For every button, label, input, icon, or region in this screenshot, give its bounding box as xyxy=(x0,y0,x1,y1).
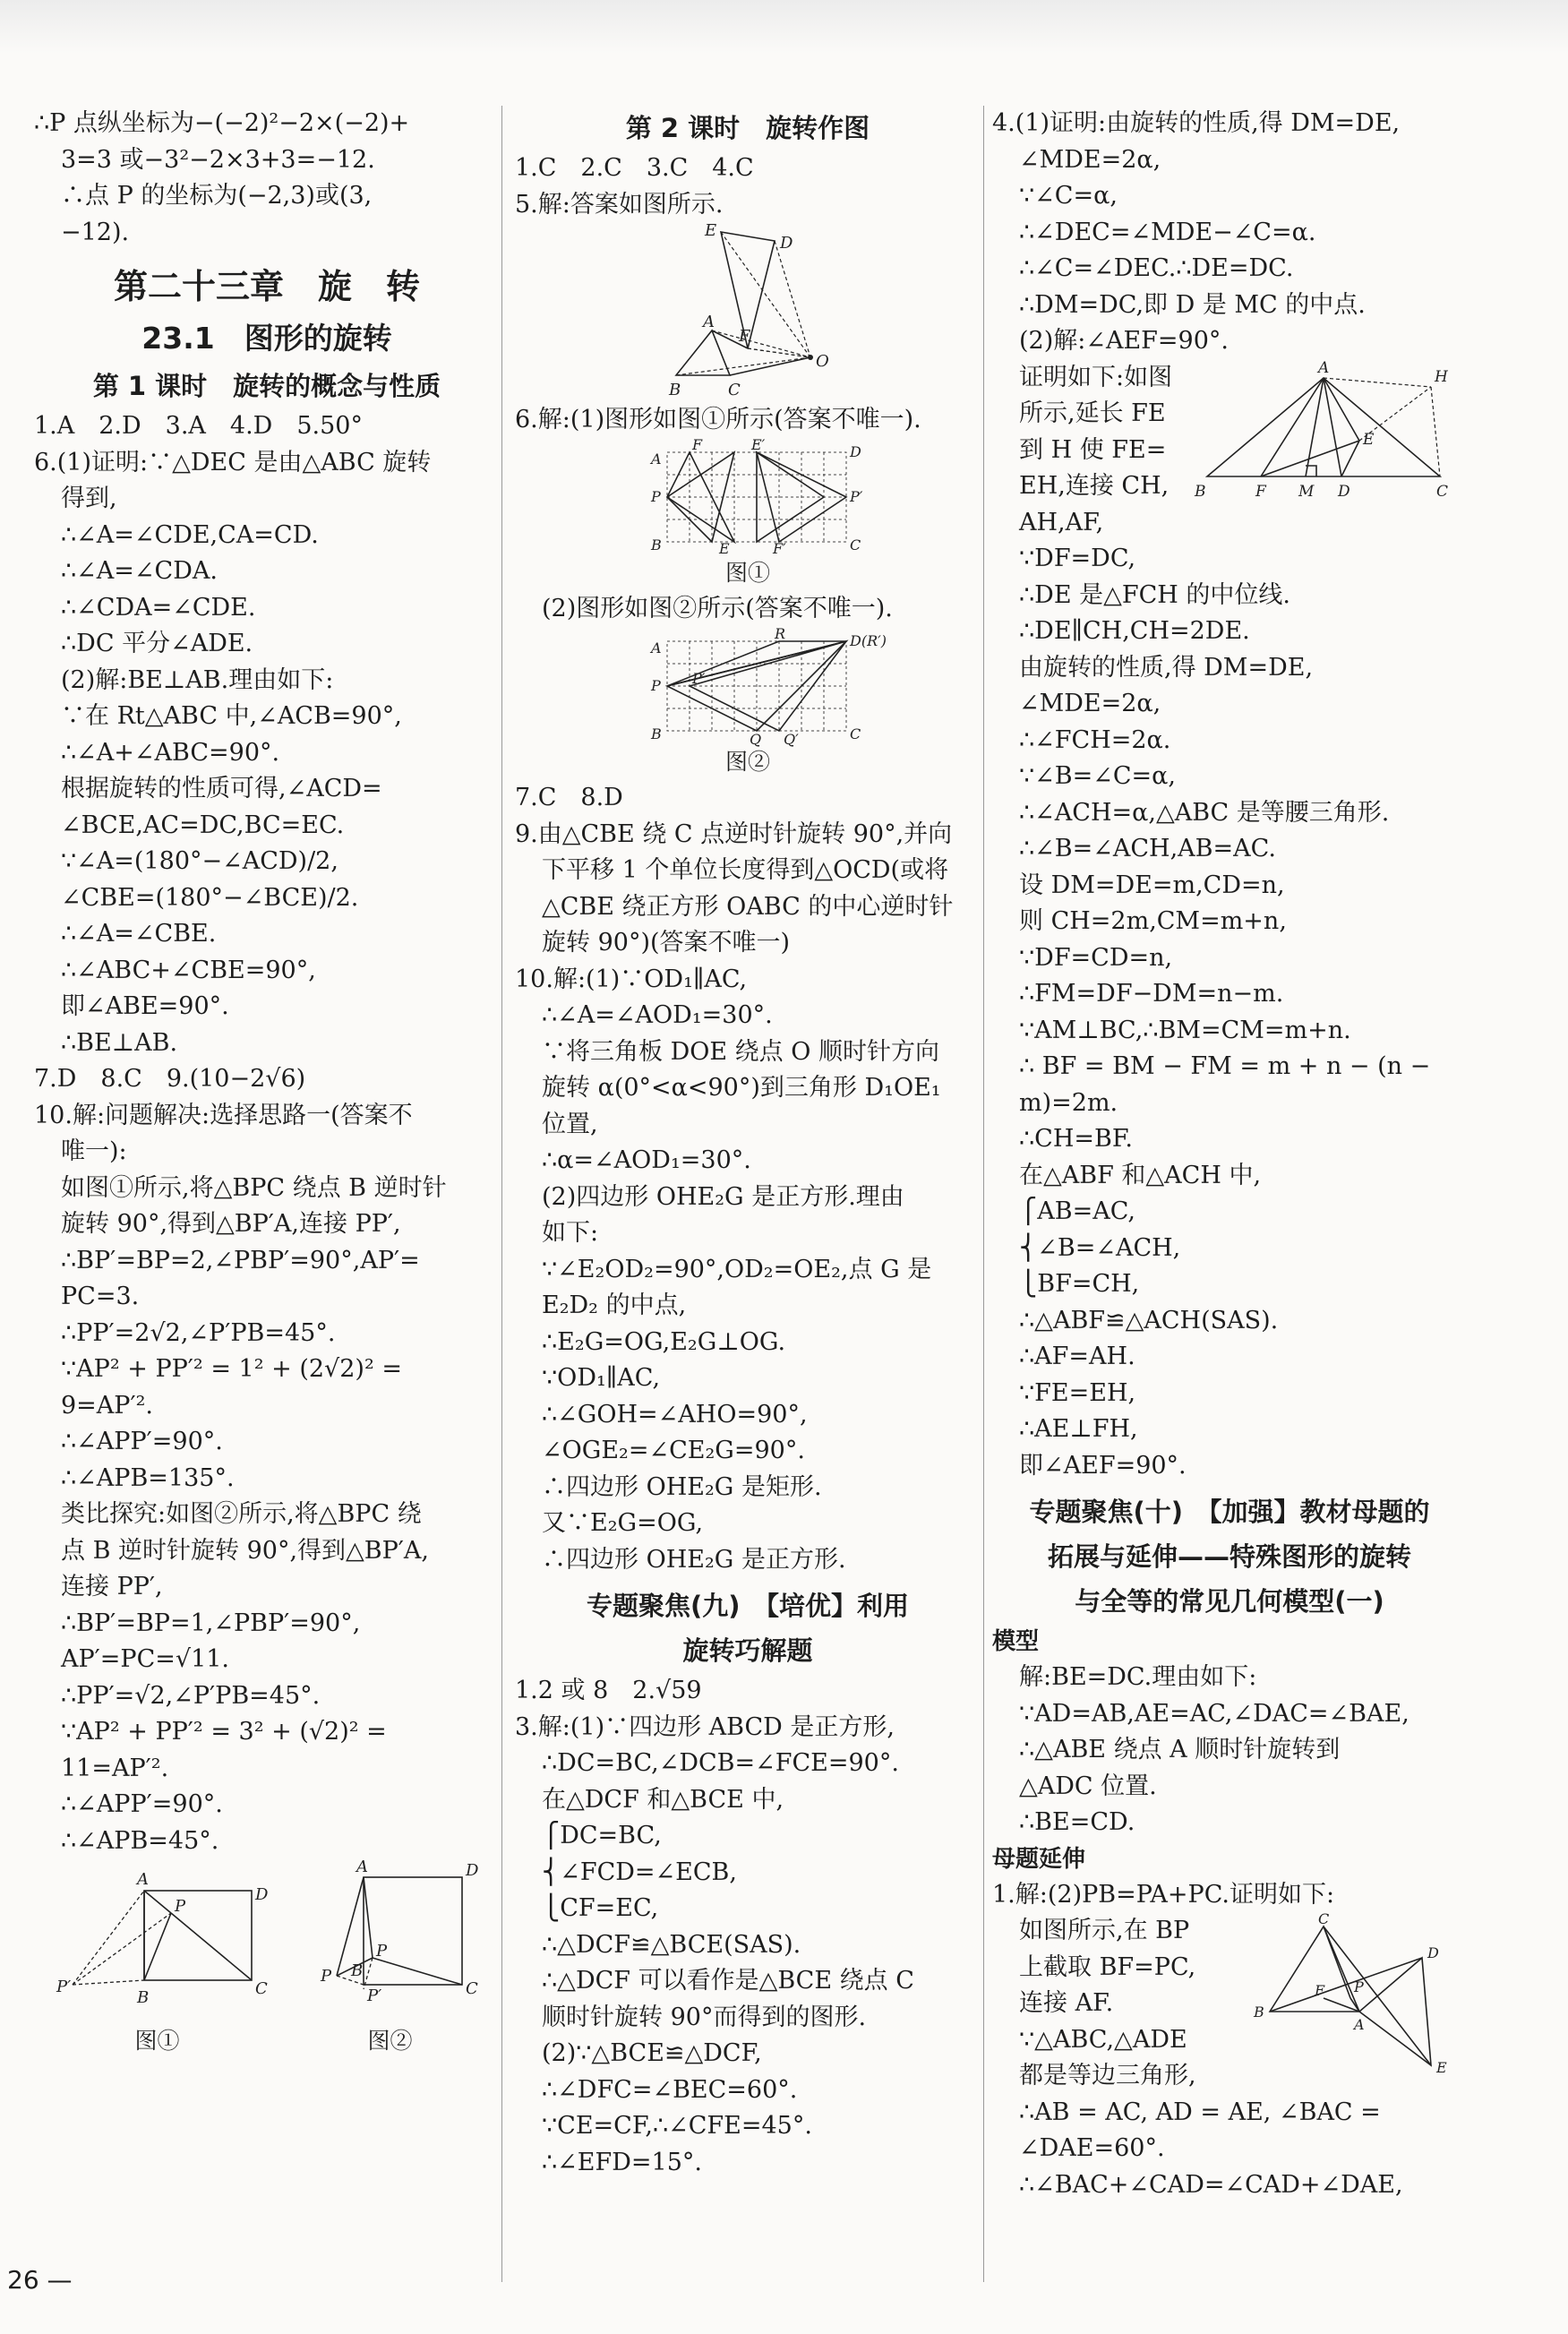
text-line: ∴∠A=∠CDA. xyxy=(61,557,218,585)
text-line: 则 CH=2m,CM=m+n, xyxy=(1019,907,1287,935)
svg-text:P′: P′ xyxy=(56,1978,71,1996)
svg-text:P: P xyxy=(174,1897,185,1916)
text-line: ∵DF=CD=n, xyxy=(1019,943,1173,972)
text-line: 所示,延长 FE xyxy=(1019,399,1166,427)
text-line: 连接 AF. xyxy=(1019,1989,1114,2017)
text-line: ∴∠A=∠CDE,CA=CD. xyxy=(61,520,319,549)
svg-text:P: P xyxy=(375,1942,387,1961)
text-line: 6.(1)证明:∵△DEC 是由△ABC 旋转 xyxy=(34,448,432,476)
text-line: ∴∠DEC=∠MDE−∠C=α. xyxy=(1019,218,1316,246)
text-line: ∴∠APP′=90°. xyxy=(61,1428,223,1455)
text-line: 上截取 BF=PC, xyxy=(1019,1952,1196,1981)
grid-rotation-figure-2 xyxy=(640,624,887,748)
text-line: ∴△DCF≌△BCE(SAS). xyxy=(542,1930,801,1959)
rotation-figure-2 xyxy=(301,1859,480,2012)
text-line: PC=3. xyxy=(61,1283,140,1310)
text-line: 位置, xyxy=(542,1110,598,1138)
text-line: ∴DE 是△FCH 的中位线. xyxy=(1019,580,1290,609)
chapter-title: 第二十三章 旋 转 xyxy=(113,267,420,306)
svg-text:B: B xyxy=(1195,482,1206,501)
text-line: (2)解:BE⊥AB.理由如下: xyxy=(61,665,334,694)
text-line: ⎨∠FCD=∠ECB, xyxy=(542,1858,737,1886)
svg-text:P: P xyxy=(651,676,661,694)
text-line: 3=3 或−3²−2×3+3=−12. xyxy=(61,145,375,174)
text-line: 旋转 90°)(答案不唯一) xyxy=(542,929,791,957)
text-line: △CBE 绕正方形 OABC 的中心逆时针 xyxy=(542,892,954,921)
text-line: 1.A 2.D 3.A 4.D 5.50° xyxy=(34,412,363,440)
text-line: ∠DAE=60°. xyxy=(1019,2134,1165,2162)
answers-body-d xyxy=(992,1660,1467,1841)
text-line: ∠MDE=2α, xyxy=(1019,690,1161,717)
equilateral-rotation-figure xyxy=(1252,1910,1467,2076)
svg-text:C: C xyxy=(850,725,861,742)
text-line: ⎧DC=BC, xyxy=(542,1822,662,1849)
answers-body-c xyxy=(992,541,1467,1484)
text-line: ∴△ABF≌△ACH(SAS). xyxy=(1019,1306,1279,1334)
svg-text:D: D xyxy=(1338,482,1350,501)
text-line: ∠BCE,AC=DC,BC=EC. xyxy=(61,811,345,839)
text-line: 设 DM=DE=m,CD=n, xyxy=(1019,871,1285,899)
text-line: 得到, xyxy=(61,485,117,512)
proof-with-figure-2 xyxy=(992,1910,1467,2095)
text-line: ∴△ABE 绕点 A 顺时针旋转到 xyxy=(1019,1736,1341,1763)
special-title-line-3: 与全等的常见几何模型(一) xyxy=(1075,1586,1384,1617)
svg-text:D(R′): D(R′) xyxy=(850,631,887,649)
svg-text:C: C xyxy=(850,536,861,553)
text-line: ∴P 点纵坐标为−(−2)²−2×(−2)+ xyxy=(34,109,410,137)
page-number: 26 — xyxy=(7,2264,73,2295)
svg-text:C: C xyxy=(254,1979,268,1998)
text-line: ⎩BF=CH, xyxy=(1019,1270,1140,1298)
svg-text:E: E xyxy=(1363,430,1375,449)
svg-text:H: H xyxy=(1435,367,1448,386)
column-divider xyxy=(501,106,502,2282)
text-line: ∵∠E₂OD₂=90°,OD₂=OE₂,点 G 是 xyxy=(542,1255,932,1283)
special-title-line-1: 专题聚焦(十) 【加强】教材母题的 xyxy=(1029,1497,1430,1527)
text-line: ∴BP′=BP=2,∠PBP′=90°,AP′= xyxy=(61,1246,420,1274)
svg-text:A: A xyxy=(703,313,715,331)
text-line: ∴△DCF 可以看作是△BCE 绕点 C xyxy=(542,1967,914,1995)
text-line: 解:BE=DC.理由如下: xyxy=(1019,1663,1257,1691)
text-line: m)=2m. xyxy=(1019,1088,1118,1117)
answers-body-a xyxy=(992,106,1467,360)
rotation-figure-1 xyxy=(55,1859,268,2012)
svg-text:B: B xyxy=(136,1988,149,2007)
svg-text:A: A xyxy=(1354,2016,1365,2033)
text-line: 点 B 逆时针旋转 90°,得到△BP′A, xyxy=(61,1536,430,1565)
grid-rotation-figure-1 xyxy=(640,435,873,557)
svg-text:A: A xyxy=(1318,358,1330,377)
answers-body-c xyxy=(515,591,981,628)
figure-2 xyxy=(301,1859,480,2059)
lesson-title: 第 2 课时 旋转作图 xyxy=(625,113,870,143)
text-line: ∴∠B=∠ACH,AB=AC. xyxy=(1019,835,1276,862)
svg-text:D: D xyxy=(1427,1944,1439,1961)
special-title-line-1: 专题聚焦(九) 【培优】利用 xyxy=(586,1591,909,1621)
svg-text:C: C xyxy=(728,381,741,399)
figure-1-caption: 图① xyxy=(134,2027,180,2054)
answers-body-a xyxy=(515,150,981,223)
answers-body-e xyxy=(515,1673,981,2181)
svg-text:D: D xyxy=(850,442,861,460)
text-line: 都是等边三角形, xyxy=(1019,2062,1196,2089)
text-line: ∴BP′=BP=1,∠PBP′=90°, xyxy=(61,1609,361,1637)
text-line: ∴四边形 OHE₂G 是正方形. xyxy=(542,1545,846,1574)
text-line: ∴∠C=∠DEC.∴DE=DC. xyxy=(1019,254,1294,282)
text-line: 如图所示,在 BP xyxy=(1019,1917,1190,1944)
text-line: 类比探究:如图②所示,将△BPC 绕 xyxy=(61,1500,422,1528)
text-line: ∴AE⊥FH, xyxy=(1019,1415,1138,1443)
text-line: ∴α=∠AOD₁=30°. xyxy=(542,1146,751,1174)
text-line: ∴∠APB=135°. xyxy=(61,1463,235,1492)
proof-with-figure xyxy=(992,360,1467,542)
text-line: 10.解:问题解决:选择思路一(答案不 xyxy=(34,1101,413,1129)
figures-row xyxy=(34,1859,500,2059)
column-2 xyxy=(515,106,981,2181)
intro-lines xyxy=(34,106,500,251)
text-line: ∴四边形 OHE₂G 是矩形. xyxy=(542,1472,822,1501)
text-line: ∴∠ACH=α,△ABC 是等腰三角形. xyxy=(1019,798,1390,827)
text-line: ∴∠EFD=15°. xyxy=(542,2148,702,2176)
svg-text:R: R xyxy=(775,624,786,642)
special-title-line-2: 拓展与延伸——特殊图形的旋转 xyxy=(1047,1541,1411,1572)
text-line: 连接 PP′, xyxy=(61,1573,163,1600)
svg-text:C: C xyxy=(1318,1910,1330,1927)
text-line: ∴∠GOH=∠AHO=90°, xyxy=(542,1400,808,1429)
svg-text:F: F xyxy=(692,435,703,453)
text-line: AH,AF, xyxy=(1019,508,1104,536)
column-3 xyxy=(992,106,1467,2203)
text-line: ∴FM=DF−DM=n−m. xyxy=(1019,980,1284,1008)
text-line: ∴点 P 的坐标为(−2,3)或(3, xyxy=(61,182,373,210)
text-line: 7.D 8.C 9.(10−2√6) xyxy=(34,1065,306,1093)
text-line: 又∵E₂G=OG, xyxy=(542,1509,704,1537)
text-line: ∴BE=CD. xyxy=(1019,1808,1135,1836)
text-line: ∵∠B=∠C=α, xyxy=(1019,762,1176,790)
svg-text:P′: P′ xyxy=(850,487,863,505)
text-line: 6.解:(1)图形如图①所示(答案不唯一). xyxy=(515,406,921,433)
text-line: AP′=PC=√11. xyxy=(61,1645,230,1673)
extension-heading: 母题延伸 xyxy=(992,1845,1086,1873)
text-line: 在△DCF 和△BCE 中, xyxy=(542,1785,784,1814)
text-line: −12). xyxy=(61,218,130,246)
text-line: ∴E₂G=OG,E₂G⊥OG. xyxy=(542,1327,786,1356)
text-line: 如下: xyxy=(542,1219,599,1247)
text-line: 9=AP′². xyxy=(61,1391,154,1420)
text-line: ∴∠APB=45°. xyxy=(61,1826,219,1855)
text-line: ∠OGE₂=∠CE₂G=90°. xyxy=(542,1437,805,1464)
text-line: 唯一): xyxy=(61,1137,127,1165)
answers-body-d xyxy=(515,780,981,1578)
svg-text:F′: F′ xyxy=(773,539,786,557)
text-line: (2)∵△BCE≌△DCF, xyxy=(542,2039,762,2067)
text-line: 由旋转的性质,得 DM=DE, xyxy=(1019,653,1314,682)
svg-text:B: B xyxy=(651,725,662,742)
text-line: 1.2 或 8 2.√59 xyxy=(515,1677,702,1704)
text-line: ∵∠A=(180°−∠ACD)/2, xyxy=(61,847,338,875)
text-line: ∴PP′=2√2,∠P′PB=45°. xyxy=(61,1318,336,1347)
text-line: ∵OD₁∥AC, xyxy=(542,1364,661,1392)
text-line: 10.解:(1)∵OD₁∥AC, xyxy=(515,965,748,993)
text-line: 即∠AEF=90°. xyxy=(1019,1451,1187,1480)
svg-text:C: C xyxy=(465,1979,478,1998)
svg-text:F: F xyxy=(1315,1982,1325,1999)
text-line: 1.C 2.C 3.C 4.C xyxy=(515,154,754,182)
answers-body-b xyxy=(515,402,981,439)
text-line: 5.解:答案如图所示. xyxy=(515,190,724,219)
text-line: ∴PP′=√2,∠P′PB=45°. xyxy=(61,1681,321,1710)
figure-1 xyxy=(55,1859,268,2059)
svg-text:C: C xyxy=(1436,482,1449,501)
lesson-title: 第 1 课时 旋转的概念与性质 xyxy=(92,371,441,401)
text-line: 顺时针旋转 90°而得到的图形. xyxy=(542,2003,867,2031)
text-line: 旋转 90°,得到△BP′A,连接 PP′, xyxy=(61,1210,401,1238)
figure-1-caption: 图① xyxy=(724,559,770,586)
text-line: (2)解:∠AEF=90°. xyxy=(1019,327,1229,355)
text-line: ∵CE=CF,∴∠CFE=45°. xyxy=(542,2112,812,2140)
text-line: ∴∠ABC+∠CBE=90°, xyxy=(61,956,316,984)
text-line: 11=AP′². xyxy=(61,1754,169,1782)
column-divider xyxy=(983,106,984,2282)
figure-2-caption: 图② xyxy=(724,748,770,775)
answers-body-e xyxy=(992,1877,1467,1914)
figure-2-caption: 图② xyxy=(367,2027,413,2054)
svg-text:A: A xyxy=(136,1870,149,1889)
answers-body xyxy=(34,408,500,1859)
text-line: E₂D₂ 的中点, xyxy=(542,1291,687,1319)
text-line: ∴∠DFC=∠BEC=60°. xyxy=(542,2075,798,2104)
svg-text:D: D xyxy=(254,1885,268,1904)
text-line: ∴∠A+∠ABC=90°. xyxy=(61,738,280,767)
text-line: 到 H 使 FE= xyxy=(1019,435,1167,464)
text-line: 如图①所示,将△BPC 绕点 B 逆时针 xyxy=(61,1173,447,1202)
svg-text:A: A xyxy=(356,1858,368,1876)
text-line: ∠MDE=2α, xyxy=(1019,145,1161,174)
svg-text:P′: P′ xyxy=(366,1986,381,2005)
text-line: ∴∠APP′=90°. xyxy=(61,1790,223,1818)
text-line: ∴ BF = BM − FM = m + n − (n − xyxy=(1019,1052,1431,1080)
text-line: ∴DE∥CH,CH=2DE. xyxy=(1019,617,1250,645)
text-line: ∴DM=DC,即 D 是 MC 的中点. xyxy=(1019,290,1366,319)
svg-text:E: E xyxy=(705,221,717,240)
svg-text:E: E xyxy=(1436,2059,1447,2076)
svg-text:B: B xyxy=(651,536,662,553)
text-line: ⎨∠B=∠ACH, xyxy=(1019,1233,1181,1262)
text-line: EH,连接 CH, xyxy=(1019,472,1170,500)
text-line: ∵FE=EH, xyxy=(1019,1378,1136,1407)
text-line: ∵∠C=α, xyxy=(1019,182,1118,210)
answers-body-f xyxy=(992,1913,1252,2095)
text-line: 证明如下:如图 xyxy=(1019,363,1173,391)
text-line: ∴DC=BC,∠DCB=∠FCE=90°. xyxy=(542,1749,899,1777)
svg-text:A: A xyxy=(651,639,662,656)
svg-text:O: O xyxy=(816,352,829,371)
svg-text:Q: Q xyxy=(750,730,762,748)
text-line: ∴∠BAC+∠CAD=∠CAD+∠DAE, xyxy=(1019,2170,1403,2199)
svg-text:F: F xyxy=(739,327,750,346)
text-line: 旋转 α(0°<α<90°)到三角形 D₁OE₁ xyxy=(542,1074,941,1102)
text-line: ∴BE⊥AB. xyxy=(61,1028,178,1057)
answers-body-g xyxy=(992,2095,1467,2204)
text-line: ∴AF=AH. xyxy=(1019,1343,1135,1370)
text-line: 1.解:(2)PB=PA+PC.证明如下: xyxy=(992,1880,1335,1909)
text-line: △ADC 位置. xyxy=(1019,1772,1157,1800)
text-line: ∴AB = AC, AD = AE, ∠BAC = xyxy=(1019,2098,1381,2126)
text-line: 7.C 8.D xyxy=(515,784,623,811)
svg-text:P: P xyxy=(651,487,661,505)
isosceles-rotation-figure xyxy=(1189,360,1458,503)
svg-text:P: P xyxy=(320,1967,331,1986)
svg-text:D: D xyxy=(780,234,793,253)
svg-text:E: E xyxy=(719,539,730,557)
text-line: ∴∠FCH=2α. xyxy=(1019,725,1171,754)
answers-body-b xyxy=(992,360,1189,542)
text-line: ∵AP² + PP′² = 3² + (√2)² = xyxy=(61,1718,387,1746)
text-line: ∴∠CDA=∠CDE. xyxy=(61,593,256,622)
text-line: (2)图形如图②所示(答案不唯一). xyxy=(542,595,893,622)
rotation-construction-figure xyxy=(649,223,882,402)
text-line: (2)四边形 OHE₂G 是正方形.理由 xyxy=(542,1182,904,1211)
text-line: ∵△ABC,△ADE xyxy=(1019,2025,1187,2054)
svg-text:B: B xyxy=(1254,2004,1264,2021)
text-line: ∵AP² + PP′² = 1² + (2√2)² = xyxy=(61,1355,402,1383)
column-1 xyxy=(34,106,500,2059)
svg-text:P′: P′ xyxy=(692,669,706,687)
text-line: 9.由△CBE 绕 C 点逆时针旋转 90°,并向 xyxy=(515,819,953,848)
text-line: 即∠ABE=90°. xyxy=(61,992,229,1020)
text-line: ∵DF=DC, xyxy=(1019,545,1136,572)
text-line: ∴∠A=∠AOD₁=30°. xyxy=(542,1001,773,1029)
svg-text:F: F xyxy=(1255,482,1266,501)
scan-top-band xyxy=(0,0,1568,54)
text-line: 4.(1)证明:由旋转的性质,得 DM=DE, xyxy=(992,109,1401,137)
text-line: ∵在 Rt△ABC 中,∠ACB=90°, xyxy=(61,702,402,730)
special-title-line-2: 旋转巧解题 xyxy=(682,1635,813,1666)
text-line: ∴DC 平分∠ADE. xyxy=(61,630,253,657)
text-line: ∴∠A=∠CBE. xyxy=(61,920,217,948)
text-line: ∵AM⊥BC,∴BM=CM=m+n. xyxy=(1019,1016,1351,1044)
text-line: ∵将三角板 DOE 绕点 O 顺时针方向 xyxy=(542,1037,939,1066)
text-line: ∵AD=AB,AE=AC,∠DAC=∠BAE, xyxy=(1019,1699,1409,1728)
svg-text:E′: E′ xyxy=(751,435,766,453)
text-line: 在△ABF 和△ACH 中, xyxy=(1019,1161,1262,1189)
text-line: ⎩CF=EC, xyxy=(542,1894,659,1922)
svg-text:P: P xyxy=(1354,1978,1364,1995)
svg-text:B: B xyxy=(669,381,681,399)
section-title: 23.1 图形的旋转 xyxy=(141,321,392,356)
svg-text:D: D xyxy=(465,1861,478,1880)
text-line: 根据旋转的性质可得,∠ACD= xyxy=(61,775,382,802)
svg-text:Q′: Q′ xyxy=(784,730,799,748)
text-line: ∠CBE=(180°−∠BCE)/2. xyxy=(61,883,359,912)
text-line: ⎧AB=AC, xyxy=(1019,1197,1135,1225)
svg-text:A: A xyxy=(651,450,662,468)
text-line: ∴CH=BF. xyxy=(1019,1125,1133,1153)
svg-text:B: B xyxy=(350,1961,363,1980)
model-heading: 模型 xyxy=(992,1628,1040,1655)
svg-text:M: M xyxy=(1298,482,1315,501)
text-line: 下平移 1 个单位长度得到△OCD(或将 xyxy=(542,856,949,884)
text-line: 3.解:(1)∵四边形 ABCD 是正方形, xyxy=(515,1712,895,1741)
